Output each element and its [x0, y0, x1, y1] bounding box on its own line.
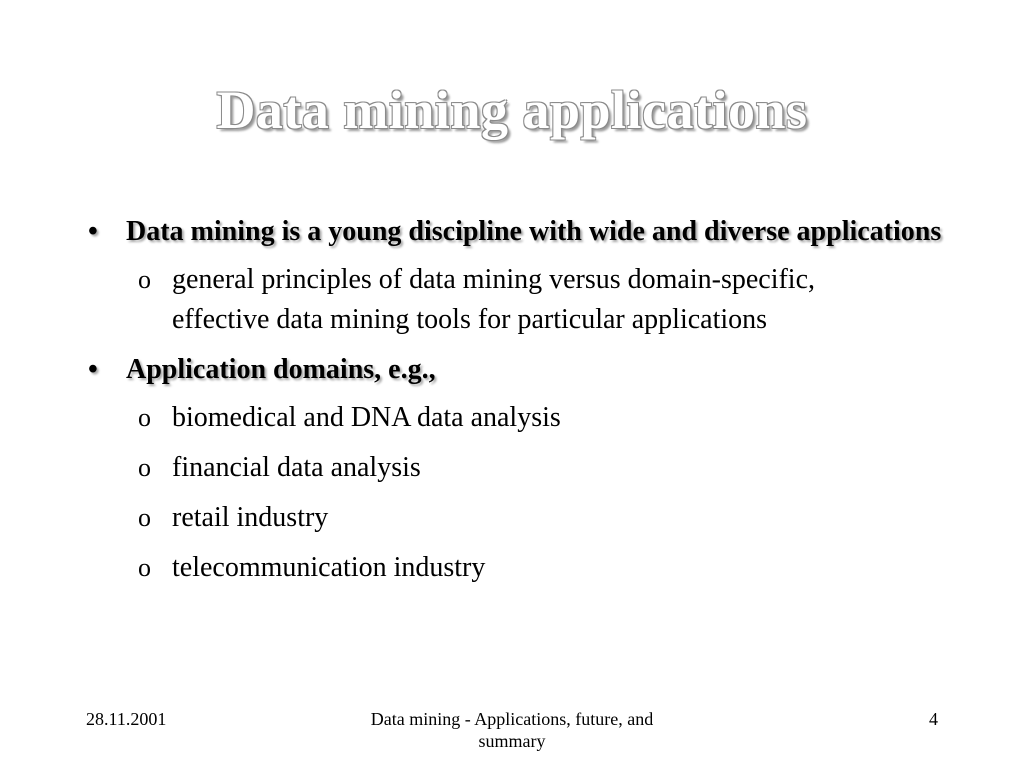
sub-bullet-item	[138, 448, 838, 488]
slide-title: Data mining applications	[216, 80, 808, 140]
sub-bullet-marker: o	[138, 553, 151, 582]
sub-bullet-text: telecommunication industry	[172, 552, 486, 583]
bullet-text: Application domains, e.g.,	[126, 354, 436, 385]
footer-title: Data mining - Applications, future, and summary	[370, 709, 654, 751]
footer-date: 28.11.2001	[86, 709, 167, 729]
sub-bullet-item	[138, 548, 838, 588]
sub-bullet-item	[138, 260, 838, 340]
sub-bullet-item	[138, 498, 838, 538]
bullet-list	[84, 212, 954, 588]
sub-bullet-text: retail industry	[172, 502, 329, 533]
bullet-marker: •	[88, 216, 98, 247]
sub-bullet-marker: o	[138, 453, 151, 482]
sub-bullet-marker: o	[138, 265, 151, 294]
sub-bullet-text: biomedical and DNA data analysis	[172, 402, 561, 433]
sub-bullet-marker: o	[138, 503, 151, 532]
bullet-item	[84, 212, 954, 252]
sub-bullet-text: financial data analysis	[172, 452, 421, 483]
sub-bullet-text: general principles of data mining versus domain-specific, effective data mining tools for particular applications	[172, 264, 816, 335]
bullet-item	[84, 350, 954, 390]
sub-bullet-item	[138, 398, 838, 438]
bullet-marker: •	[88, 354, 98, 385]
bullet-text: Data mining is a young discipline with wide and diverse applications	[126, 216, 942, 247]
page-number: 4	[929, 709, 938, 729]
sub-bullet-marker: o	[138, 403, 151, 432]
